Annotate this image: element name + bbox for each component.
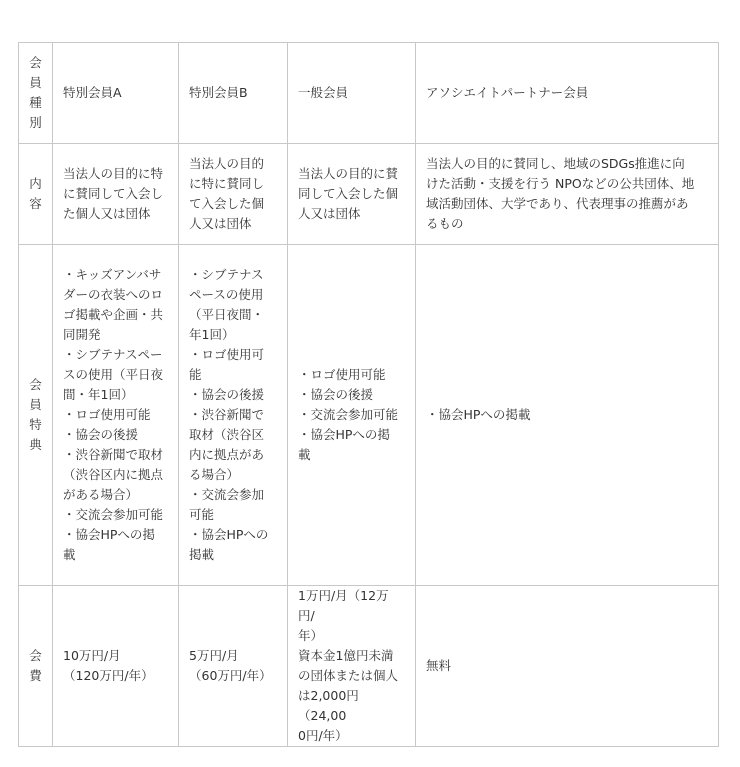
benefits-row [19, 245, 719, 586]
column-header-special-b: 特別会員B [179, 43, 288, 144]
column-header-special-a: 特別会員A [53, 43, 179, 144]
content-cell-special-b: 当法人の目的 に特に賛同し て入会した個 人又は団体 [179, 144, 288, 245]
column-header-general: 一般会員 [288, 43, 416, 144]
membership-table [18, 42, 719, 747]
header-row [19, 43, 719, 144]
content-cell-general: 当法人の目的に賛 同して入会した個 人又は団体 [288, 144, 416, 245]
row-label-member-type: 会 員 種 別 [19, 43, 53, 144]
content-cell-associate-partner: 当法人の目的に賛同し、地域のSDGs推進に向 けた活動・支援を行う NPOなどの公共団体、地 域活動団体、大学であり、代表理事の推薦があ るもの [416, 144, 719, 245]
fee-cell-general: 1万円/月（12万円/ 年） 資本金1億円未満 の団体または個人 は2,000円（24,00 0円/年） [288, 586, 416, 747]
row-label-benefits: 会 員 特 典 [19, 245, 53, 586]
fee-row [19, 586, 719, 747]
content-cell-special-a: 当法人の目的に特 に賛同して入会し た個人又は団体 [53, 144, 179, 245]
fee-cell-special-b: 5万円/月 （60万円/年） [179, 586, 288, 747]
fee-cell-special-a: 10万円/月 （120万円/年） [53, 586, 179, 747]
row-label-fee: 会 費 [19, 586, 53, 747]
fee-cell-associate-partner: 無料 [416, 586, 719, 747]
benefits-cell-general: ・ロゴ使用可能 ・協会の後援 ・交流会参加可能 ・協会HPへの掲 載 [288, 245, 416, 586]
benefits-cell-associate-partner: ・協会HPへの掲載 [416, 245, 719, 586]
content-row [19, 144, 719, 245]
benefits-cell-special-a: ・キッズアンバサ ダーの衣装へのロ ゴ掲載や企画・共 同開発 ・シブテナスペー スの使用（平日夜 間・年1回） ・ロゴ使用可能 ・協会の後援 ・渋谷新聞で取材 （渋谷区内に拠点 がある場合） ・交流会参加可能 ・協会HPへの掲 載 [53, 245, 179, 586]
column-header-associate-partner: アソシエイトパートナー会員 [416, 43, 719, 144]
benefits-cell-special-b: ・シブテナス ペースの使用 （平日夜間・ 年1回） ・ロゴ使用可 能 ・協会の後援 ・渋谷新聞で 取材（渋谷区 内に拠点があ る場合） ・交流会参加 可能 ・協会HPへの 掲載 [179, 245, 288, 586]
row-label-content: 内 容 [19, 144, 53, 245]
